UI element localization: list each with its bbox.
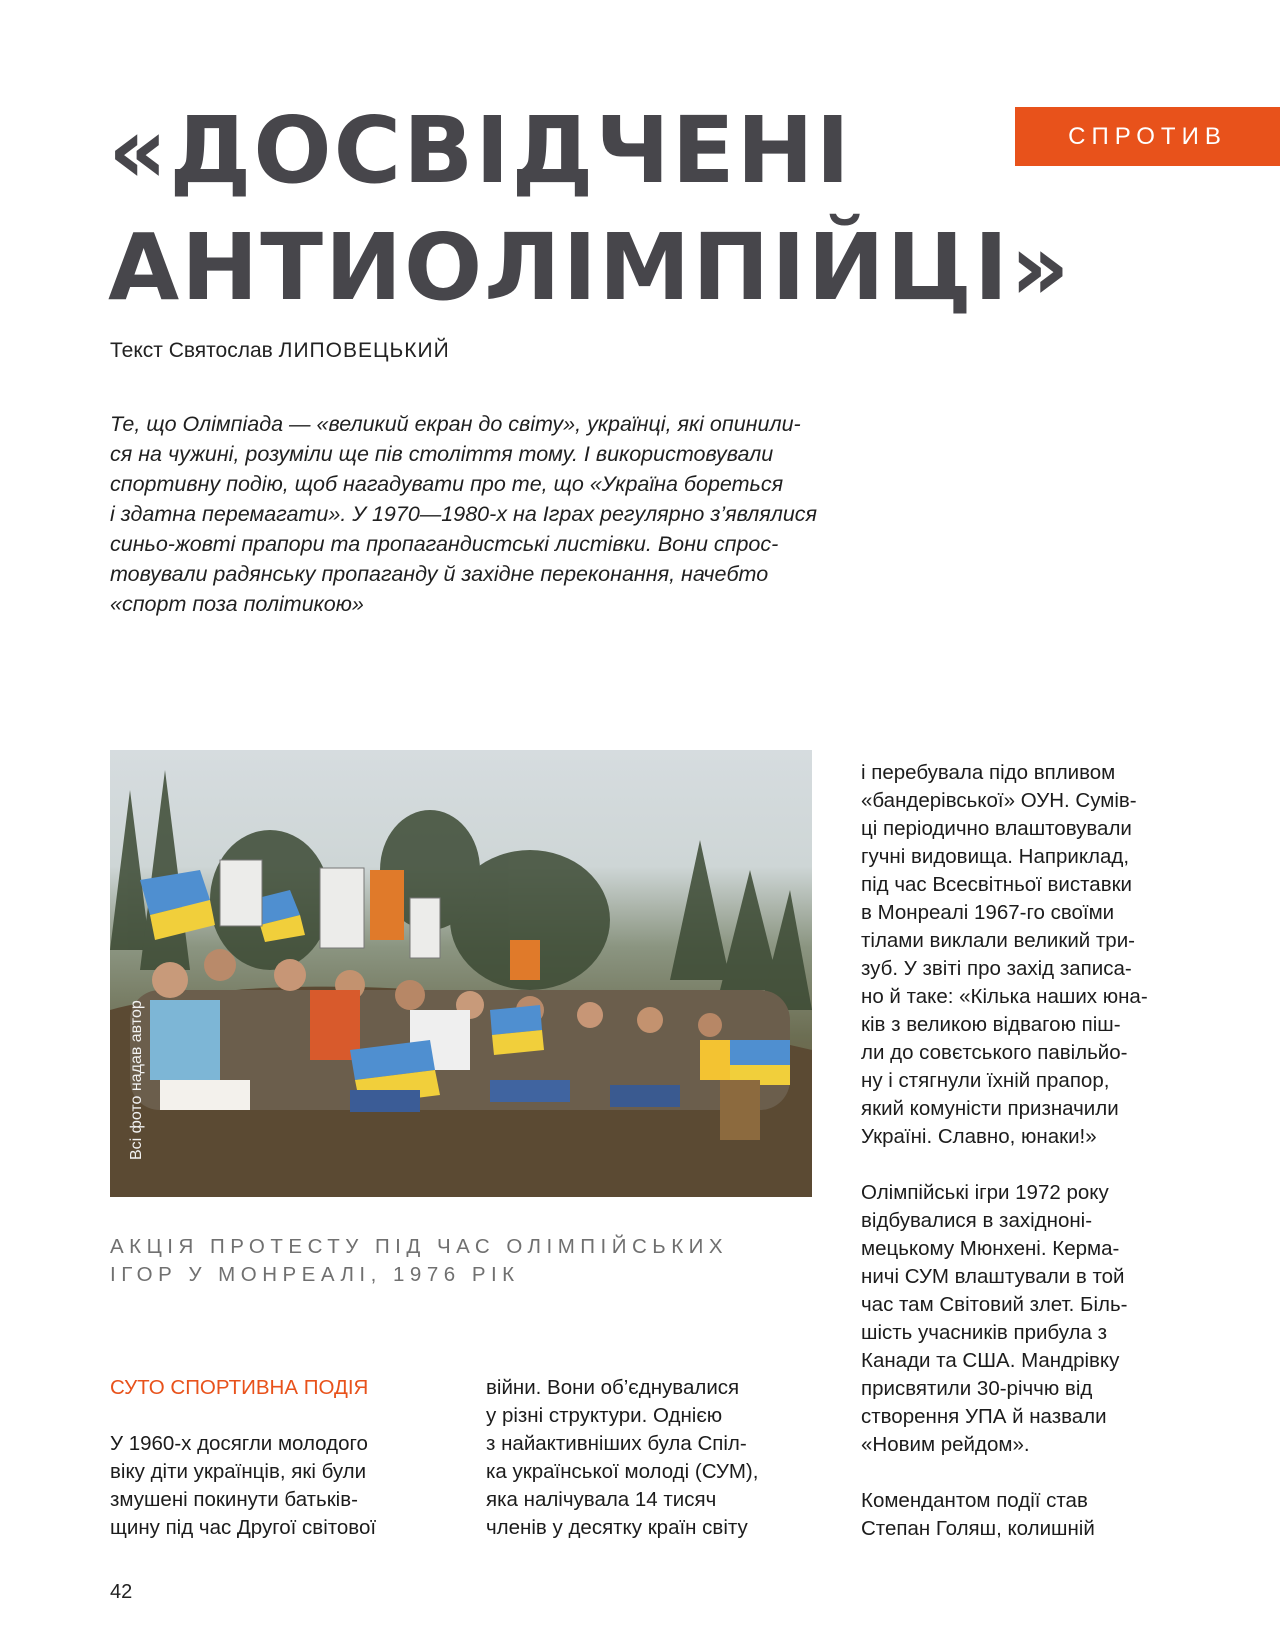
body-line: но й таке: «Кілька наших юна- [861, 985, 1148, 1008]
body-line: «Новим рейдом». [861, 1433, 1030, 1456]
body-line: Україні. Славно, юнаки!» [861, 1125, 1097, 1148]
body-line: ків з великою відвагою піш- [861, 1013, 1121, 1036]
caption-line: АКЦІЯ ПРОТЕСТУ ПІД ЧАС ОЛІМПІЙСЬКИХ [110, 1235, 729, 1258]
body-line: час там Світовий злет. Біль- [861, 1293, 1128, 1316]
body-line: відбувалися в західноні- [861, 1209, 1093, 1232]
column-1 [110, 1374, 376, 1542]
photo-illustration [110, 750, 812, 1197]
body-line: Олімпійські ігри 1972 року [861, 1181, 1109, 1204]
body-line: з найактивніших була Спіл- [486, 1432, 747, 1455]
body-line: який комуністи призначили [861, 1097, 1119, 1120]
byline-prefix: Текст Святослав [110, 339, 273, 362]
body-line: у різні структури. Однією [486, 1404, 723, 1427]
lead-line: синьо-жовті прапори та пропагандистські листівки. Вони спрос- [110, 532, 779, 556]
byline-author: ЛИПОВЕЦЬКИЙ [278, 339, 450, 362]
photo-caption [110, 1233, 728, 1289]
page-number: 42 [110, 1581, 133, 1603]
body-line: змушені покинути батьків- [110, 1488, 358, 1511]
lead-paragraph [110, 409, 850, 619]
section-tag: СПРОТИВ [1015, 107, 1280, 166]
lead-line: спортивну подію, щоб нагадувати про те, що «Україна бореться [110, 472, 784, 496]
lead-line: ся на чужині, розуміли ще пів століття тому. І використовували [110, 442, 774, 466]
body-line: створення УПА й назвали [861, 1405, 1107, 1428]
body-line: Степан Голяш, колишній [861, 1517, 1095, 1540]
body-line: гучні видовища. Наприклад, [861, 845, 1130, 868]
body-line: ка української молоді (СУМ), [486, 1460, 759, 1483]
body-line: війни. Вони об’єднувалися [486, 1376, 740, 1399]
body-line: тілами виклали великий три- [861, 929, 1135, 952]
body-line: Канади та США. Мандрівку [861, 1349, 1120, 1372]
body-line: мецькому Мюнхені. Керма- [861, 1237, 1120, 1260]
paragraph-gap [861, 1151, 1148, 1179]
body-line: ли до совєтського павільйо- [861, 1041, 1128, 1064]
paragraph-gap [861, 1459, 1148, 1487]
column-2 [486, 1374, 758, 1542]
body-line: віку діти українців, які були [110, 1460, 367, 1483]
lead-line: Те, що Олімпіада — «великий екран до світу», українці, які опинили- [110, 412, 801, 436]
body-line: щину під час Другої світової [110, 1516, 377, 1539]
body-line: Комендантом події став [861, 1489, 1088, 1512]
body-line: яка налічувала 14 тисяч [486, 1488, 717, 1511]
article-title [108, 92, 1072, 326]
column-3 [861, 759, 1148, 1543]
protest-photo [110, 750, 812, 1197]
body-line: членів у десятку країн світу [486, 1516, 748, 1539]
section-subheading: СУТО СПОРТИВНА ПОДІЯ [110, 1376, 369, 1399]
photo-credit: Всі фото надав автор [128, 1000, 145, 1160]
lead-line: «спорт поза політикою» [110, 592, 364, 616]
body-line: присвятили 30-річчю від [861, 1377, 1093, 1400]
caption-line: ІГОР У МОНРЕАЛІ, 1976 РІК [110, 1263, 520, 1286]
byline [110, 339, 450, 363]
body-line: ці періодично влаштовували [861, 817, 1132, 840]
body-line: зуб. У звіті про захід записа- [861, 957, 1132, 980]
body-line: ничі СУМ влаштували в той [861, 1265, 1125, 1288]
body-line: і перебувала підо впливом [861, 761, 1116, 784]
body-line: ну і стягнули їхній прапор, [861, 1069, 1110, 1092]
body-line: У 1960-х досягли молодого [110, 1432, 368, 1455]
body-line: «бандерівської» ОУН. Сумів- [861, 789, 1137, 812]
body-line: в Монреалі 1967-го своїми [861, 901, 1115, 924]
title-line-1: «ДОСВІДЧЕНІ [108, 97, 852, 204]
lead-line: товували радянську пропаганду й західне переконання, начебто [110, 562, 769, 586]
title-line-2: АНТИОЛІМПІЙЦІ» [108, 214, 1072, 321]
lead-line: і здатна перемагати». У 1970—1980-х на Іграх регулярно з’являлися [110, 502, 818, 526]
body-line: під час Всесвітньої виставки [861, 873, 1133, 896]
body-line: шість учасників прибула з [861, 1321, 1107, 1344]
